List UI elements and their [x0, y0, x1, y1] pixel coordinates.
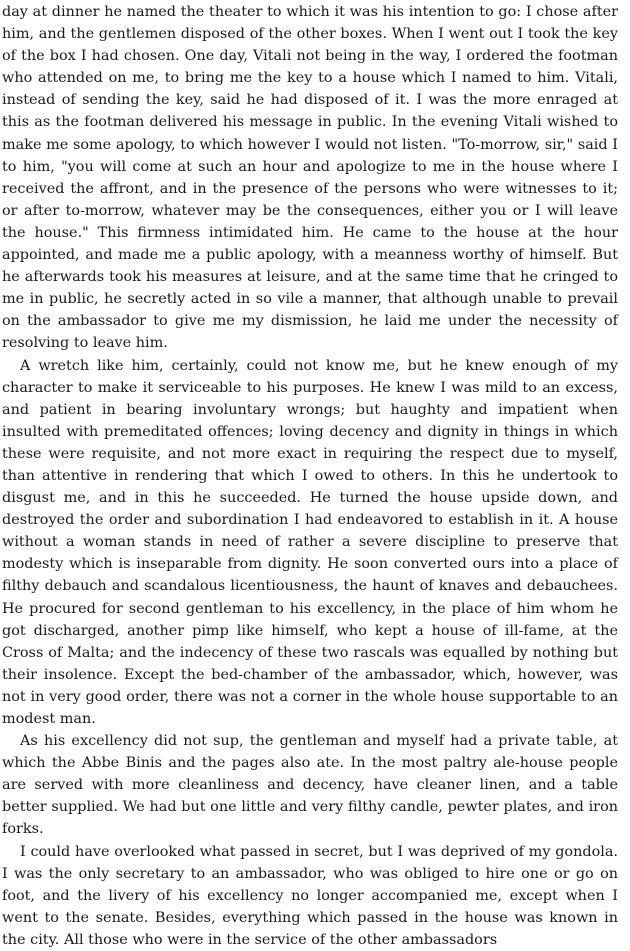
paragraph-gondola: I could have overlooked what passed in secret, but I was deprived of my gondola. I was the only secretary to an ambassador, who was obliged to hire one or go on foot, and the livery of his excellency no longer accompanied me, except when I went to the senate. Besides, everything which passed in the house was known in the city. All those who were in the service of the other ambassadors [2, 843, 618, 948]
paragraph-wretch: A wretch like him, certainly, could not know me, but he knew enough of my character to make it serviceable to his purposes. He knew I was mild to an excess, and patient in bearing involuntary wrongs; but haughty and impatient when insulted with premeditated offences; loving decency and dignity in things in which these were requisite, and not more exact in requiring the respect due to myself, than attentive in rendering that which I owed to others. In this he undertook to disgust me, and in this he succeeded. He turned the house upside down, and destroyed the order and subordination I had endeavored to establish in it. A house without a woman stands in need of rather a severe discipline to preserve that modesty which is inseparable from dignity. He soon converted ours into a place of filthy debauch and scandalous licentiousness, the haunt of knaves and debauchees. He procured for second gentleman to his excellency, in the place of him whom he got discharged, another pimp like himself, who kept a house of ill-fame, at the Cross of Malta; and the indecency of these two rascals was equalled by nothing but their insolence. Except the bed-chamber of the ambassador, which, however, was not in very good order, there was not a corner in the whole house supportable to an modest man. [2, 357, 618, 727]
paragraph-private-table: As his excellency did not sup, the gentleman and myself had a private table, at which the Abbe Binis and the pages also ate. In the most paltry ale-house people are served with more cleanliness and decency, have cleaner linen, and a table better supplied. We had but one little and very filthy candle, pewter plates, and iron forks. [2, 733, 618, 838]
book-page [2, 1, 618, 951]
paragraph-continuation: day at dinner he named the theater to which it was his intention to go: I chose after him, and the gentlemen disposed of the other boxes. When I went out I took the key of the box I had chosen. One day, Vitali not being in the way, I ordered the footman who attended on me, to bring me the key to a house which I named to him. Vitali, instead of sending the key, said he had disposed of it. I was the more enraged at this as the footman delivered his message in public. In the evening Vitali wished to make me some apology, to which however I would not listen. "To-morrow, sir," said I to him, "you will come at such an hour and apologize to me in the house where I received the affront, and in the presence of the persons who were witnesses to it; or after to-morrow, whatever may be the consequences, either you or I will leave the house." This firmness intimidated him. He came to the house at the hour appointed, and made me a public apology, with a meanness worthy of himself. But he afterwards took his measures at leisure, and at the same time that he cringed to me in public, he secretly acted in so vile a manner, that although unable to prevail on the ambassador to give me my dismission, he laid me under the necessity of resolving to leave him. [2, 4, 618, 352]
